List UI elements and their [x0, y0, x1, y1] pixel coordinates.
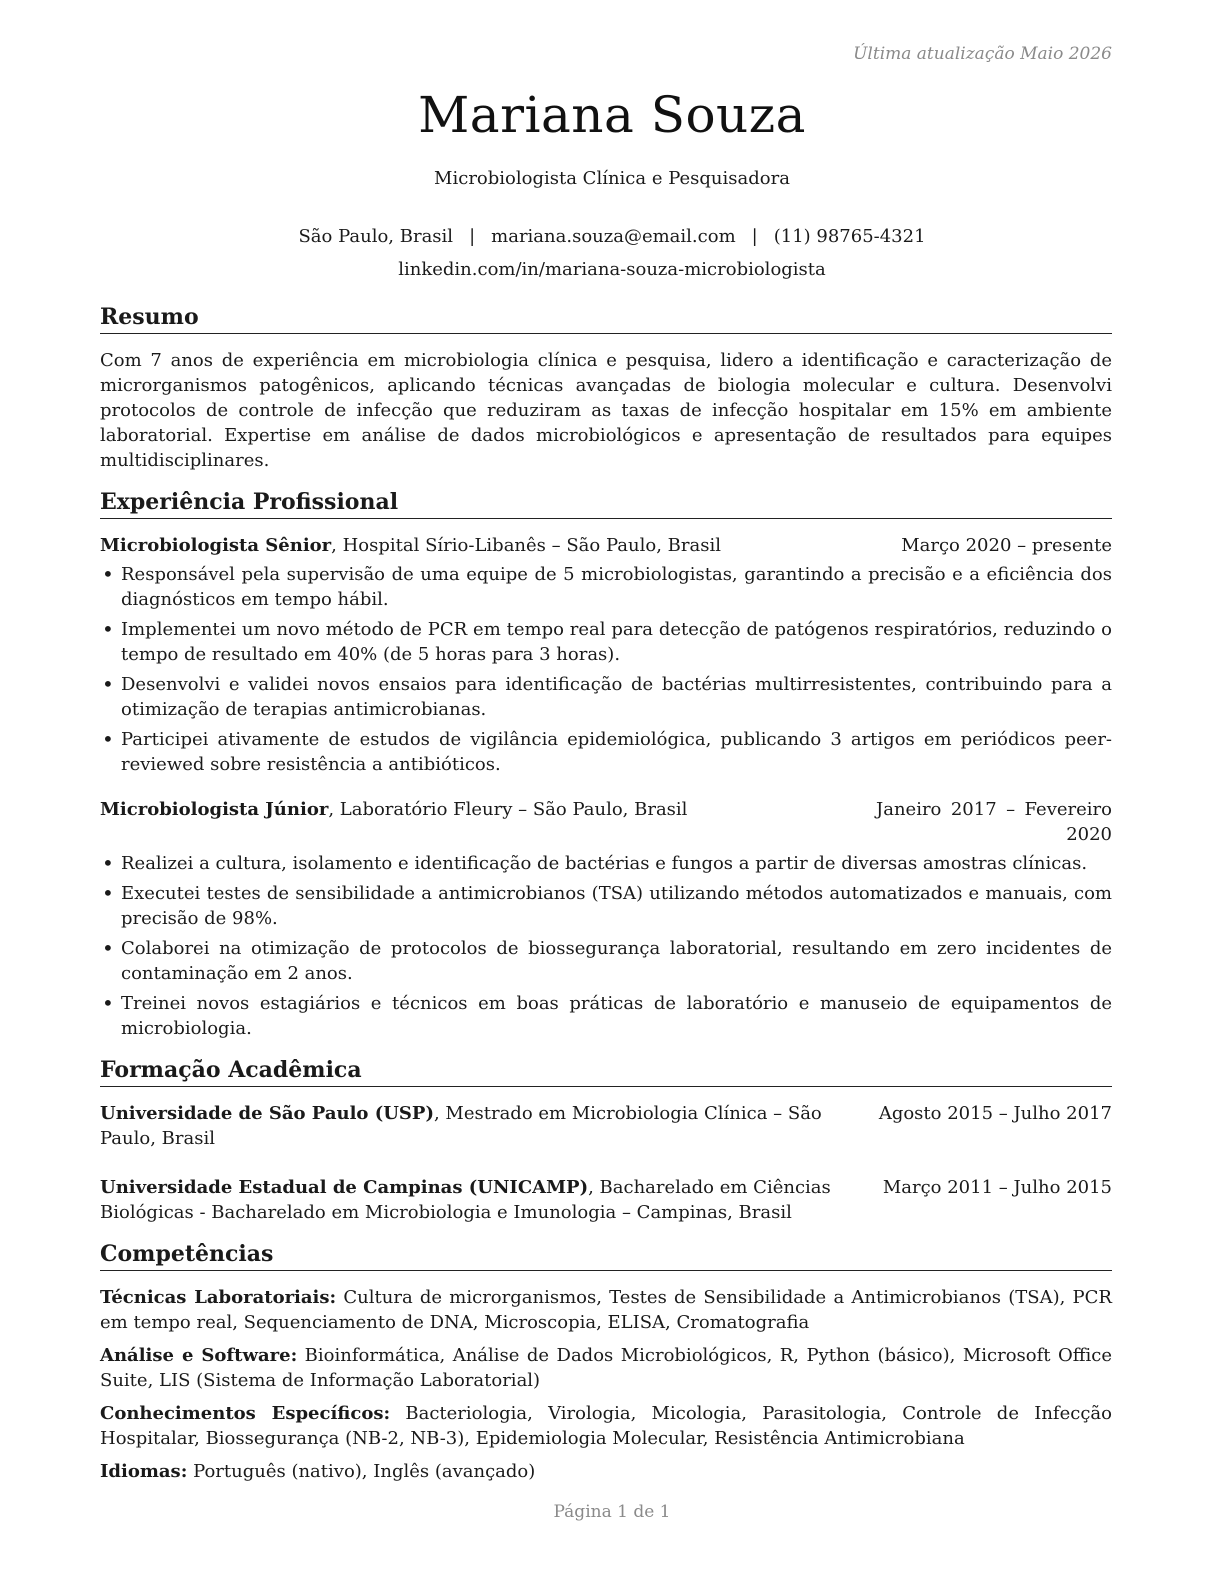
- job-org: , Laboratório Fleury – São Paulo, Brasil: [328, 799, 688, 820]
- degree-detail: , Mestrado em Microbiologia Clínica – São Paulo, Brasil: [100, 1103, 822, 1149]
- education-dates: Agosto 2015 – Julho 2017: [878, 1103, 1112, 1124]
- list-item: • Participei ativamente de estudos de vigilância epidemiológica, publicando 3 artigos em periódicos peer-reviewed sobre resistência a antibióticos.: [100, 727, 1112, 777]
- education-section: [100, 1055, 1112, 1225]
- job-role: Microbiologista Sênior: [100, 535, 332, 556]
- job-entry: [100, 797, 1112, 1041]
- skill-text: Português (nativo), Inglês (avançado): [187, 1461, 536, 1482]
- skill-text: Bioinformática, Análise de Dados Microbiológicos, R, Python (básico), Microsoft Office Suite, LIS (Sistema de Informação Laboratorial): [100, 1345, 1112, 1391]
- school-name: Universidade Estadual de Campinas (UNICAMP): [100, 1177, 589, 1198]
- skill-line: [100, 1343, 1112, 1393]
- separator: |: [751, 226, 758, 247]
- skill-label: Conhecimentos Específicos:: [100, 1403, 391, 1424]
- section-heading: Experiência Profissional: [100, 487, 1112, 519]
- list-item: • Realizei a cultura, isolamento e identificação de bactérias e fungos a partir de diversas amostras clínicas.: [100, 851, 1112, 876]
- summary-text: Com 7 anos de experiência em microbiologia clínica e pesquisa, lidero a identificação e caracterização de microrganismos patogênicos, aplicando técnicas avançadas de biologia molecular e cultura. Desenvolvi protocolos de controle de infecção que reduziram as taxas de infecção hospitalar em 15% em ambiente laboratorial. Expertise em análise de dados microbiológicos e apresentação de resultados para equipes multidisciplinares.: [100, 350, 1112, 471]
- list-item: • Desenvolvi e validei novos ensaios para identificação de bactérias multirresistentes, contribuindo para a otimização de terapias antimicrobianas.: [100, 672, 1112, 722]
- candidate-name: Mariana Souza: [418, 86, 806, 144]
- list-item: • Executei testes de sensibilidade a antimicrobianos (TSA) utilizando métodos automatizados e manuais, com precisão de 98%.: [100, 881, 1112, 931]
- job-org: , Hospital Sírio-Libanês – São Paulo, Brasil: [331, 535, 721, 556]
- list-item: • Treinei novos estagiários e técnicos em boas práticas de laboratório e manuseio de equipamentos de microbiologia.: [100, 991, 1112, 1041]
- linkedin-link[interactable]: linkedin.com/in/mariana-souza-microbiologista: [398, 259, 826, 280]
- job-dates: Março 2020 – presente: [901, 535, 1112, 556]
- job-role: Microbiologista Júnior: [100, 799, 329, 820]
- resume-body: [100, 302, 1112, 1498]
- section-heading: Competências: [100, 1239, 1112, 1271]
- skill-text: Cultura de microrganismos, Testes de Sensibilidade a Antimicrobianos (TSA), PCR em tempo real, Sequenciamento de DNA, Microscopia, ELISA, Cromatografia: [100, 1287, 1112, 1333]
- skill-line: [100, 1401, 1112, 1451]
- section-heading: Resumo: [100, 302, 1112, 334]
- job-bullets: [100, 562, 1112, 777]
- job-header: [100, 533, 1112, 558]
- skill-label: Análise e Software:: [100, 1345, 298, 1366]
- school-name: Universidade de São Paulo (USP): [100, 1103, 434, 1124]
- summary-section: [100, 302, 1112, 473]
- list-item: • Implementei um novo método de PCR em tempo real para detecção de patógenos respiratórios, reduzindo o tempo de resultado em 40% (de 5 horas para 3 horas).: [100, 617, 1112, 667]
- job-bullets: [100, 851, 1112, 1041]
- education-entry: [100, 1175, 1112, 1225]
- section-heading: Formação Acadêmica: [100, 1055, 1112, 1087]
- separator: |: [469, 226, 476, 247]
- education-entry: [100, 1101, 1112, 1151]
- education-dates: Março 2011 – Julho 2015: [882, 1177, 1112, 1198]
- list-item: • Responsável pela supervisão de uma equipe de 5 microbiologistas, garantindo a precisão e a eficiência dos diagnósticos em tempo hábil.: [100, 562, 1112, 612]
- location: São Paulo, Brasil: [298, 226, 454, 247]
- skill-label: Idiomas:: [100, 1461, 188, 1482]
- skill-line: [100, 1459, 1112, 1484]
- job-dates: Janeiro 2017 – Fevereiro 2020: [876, 799, 1112, 845]
- list-item: • Colaborei na otimização de protocolos de biossegurança laboratorial, resultando em zero incidentes de contaminação em 2 anos.: [100, 936, 1112, 986]
- page-number: Página 1 de 1: [553, 1502, 671, 1522]
- skill-label: Técnicas Laboratoriais:: [100, 1287, 337, 1308]
- skill-text: Bacteriologia, Virologia, Micologia, Parasitologia, Controle de Infecção Hospitalar, Biossegurança (NB-2, NB-3), Epidemiologia Molecular, Resistência Antimicrobiana: [100, 1403, 1112, 1449]
- email-link[interactable]: mariana.souza@email.com: [491, 226, 736, 247]
- job-entry: [100, 533, 1112, 777]
- skill-line: [100, 1285, 1112, 1335]
- last-updated: Última atualização Maio 2026: [853, 44, 1112, 64]
- degree-detail: , Bacharelado em Ciências Biológicas - Bacharelado em Microbiologia e Imunologia – Campinas, Brasil: [100, 1177, 831, 1223]
- contact-info: [0, 220, 1224, 286]
- experience-section: [100, 487, 1112, 1041]
- contact-line-1: [0, 220, 1224, 253]
- skills-section: [100, 1239, 1112, 1484]
- job-header: [100, 797, 1112, 847]
- candidate-title: Microbiologista Clínica e Pesquisadora: [434, 168, 790, 189]
- contact-line-2: [0, 253, 1224, 286]
- phone: (11) 98765-4321: [773, 226, 926, 247]
